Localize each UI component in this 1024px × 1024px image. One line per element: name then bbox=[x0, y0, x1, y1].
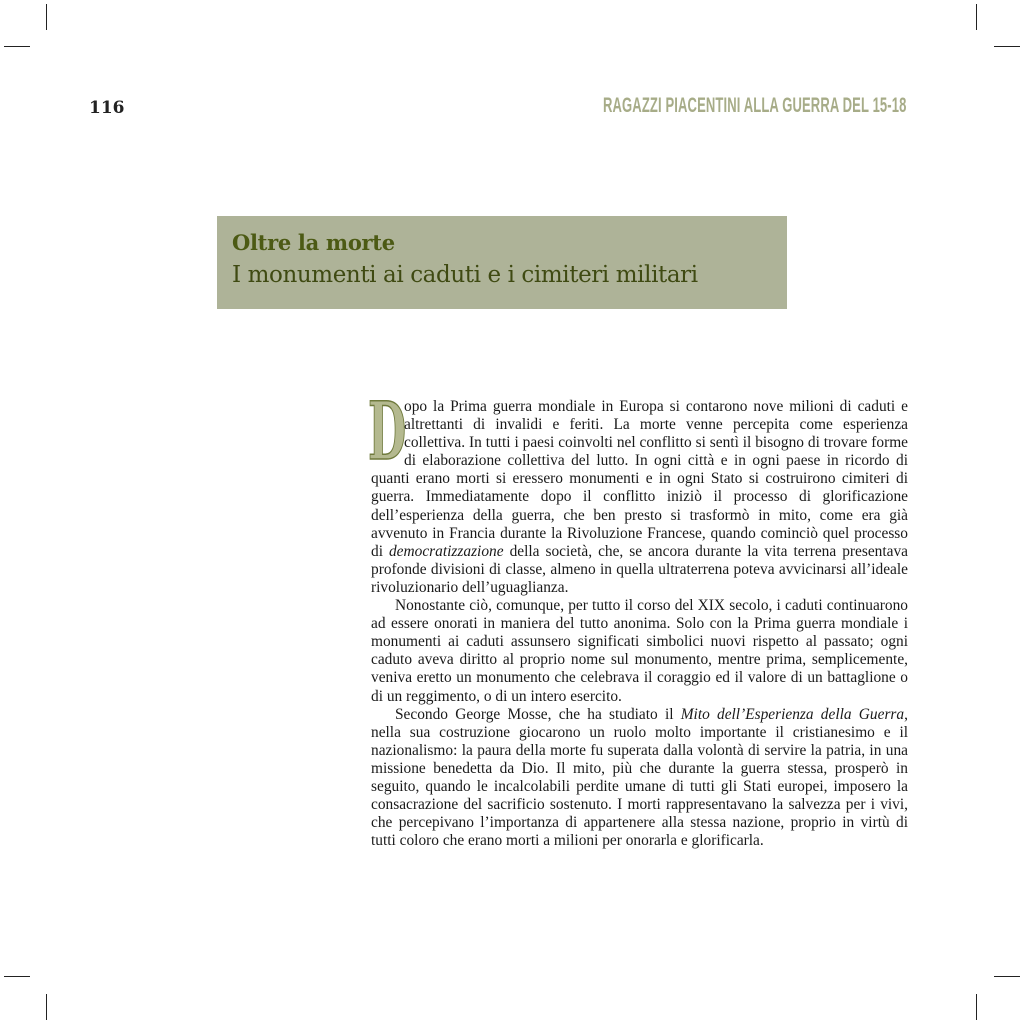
paragraph-3-italic: Mito dell’Esperienza della Guerra bbox=[680, 705, 905, 723]
running-head: RAGAZZI PIACENTINI ALLA GUERRA DEL 15-18 bbox=[602, 94, 906, 117]
paragraph-1-end: della società, che, se ancora durante la vita terrena presentava profonde divisioni di classe, almeno in quella ultraterrena poteva avvicinarsi all’ideale rivoluzionario dell’uguaglianza. bbox=[371, 542, 908, 596]
paragraph-1 bbox=[368, 384, 908, 597]
crop-mark-top-left-v bbox=[46, 4, 47, 30]
page-number: 116 bbox=[89, 98, 125, 118]
crop-mark-bottom-left-h bbox=[4, 976, 30, 977]
crop-mark-bottom-left-v bbox=[46, 994, 47, 1020]
paragraph-3-start: Secondo George Mosse, che ha studiato il bbox=[395, 705, 681, 723]
crop-mark-top-left-h bbox=[4, 46, 30, 47]
chapter-title-box bbox=[217, 216, 787, 309]
paragraph-3-end: , nella sua costruzione giocarono un ruolo molto importante il cristianesimo e il nazionalismo: la paura della morte fu superata dalla volontà di servire la patria, in una missione benedetta da Dio. Il mito, più che durante la guerra stessa, prosperò in seguito, quando le incalcolabili perdite umane di tutti gli Stati europei, imposero la consacrazione del sacrificio sostenuto. I morti rappresentavano la salvezza per i vivi, che percepivano l’importanza di appartenere alla stessa nazione, proprio in virtù di tutti coloro che erano morti a milioni per onorarla e glorificarla. bbox=[371, 705, 908, 850]
crop-mark-top-right-v bbox=[976, 4, 977, 30]
crop-mark-bottom-right-v bbox=[976, 994, 977, 1020]
paragraph-2: Nonostante ciò, comunque, per tutto il corso del XIX secolo, i caduti continuarono ad essere onorati in maniera del tutto anonima. Solo con la Prima guerra mondiale i monumenti ai caduti assunsero significati simbolici nuovi rispetto al passato; ogni caduto aveva diritto al proprio nome sul monumento, mentre prima, semplicemente, veniva eretto un monumento che celebrava il coraggio ed il valore di un battaglione o di un reggimento, o di un intero esercito. bbox=[371, 597, 908, 705]
drop-cap: D bbox=[368, 384, 407, 478]
chapter-title: Oltre la morte bbox=[232, 230, 395, 255]
paragraph-1-italic: democratizzazione bbox=[388, 542, 504, 560]
paragraph-3 bbox=[371, 706, 908, 851]
crop-mark-top-right-h bbox=[994, 46, 1020, 47]
chapter-subtitle: I monumenti ai caduti e i cimiteri militari bbox=[232, 262, 698, 288]
paragraph-1-text: opo la Prima guerra mondiale in Europa si contarono nove milioni di caduti e altrettanti di invalidi e feriti. La morte venne percepita come esperienza collettiva. In tutti i paesi coinvolti nel conflitto si sentì il bisogno di trovare forme di elaborazione collettiva del lutto. In ogni città e in ogni paese in ricordo di quanti erano morti si eressero monumenti e in ogni Stato si costruirono cimiteri di guerra. Immediatamente dopo il conflitto iniziò il processo di glorificazione dell’esperienza della guerra, che ben presto si trasformò in mito, come era già avvenuto in Francia durante la Rivoluzione Francese, quando cominciò quel processo di bbox=[371, 398, 908, 560]
article-body bbox=[368, 384, 908, 850]
crop-mark-bottom-right-h bbox=[994, 976, 1020, 977]
